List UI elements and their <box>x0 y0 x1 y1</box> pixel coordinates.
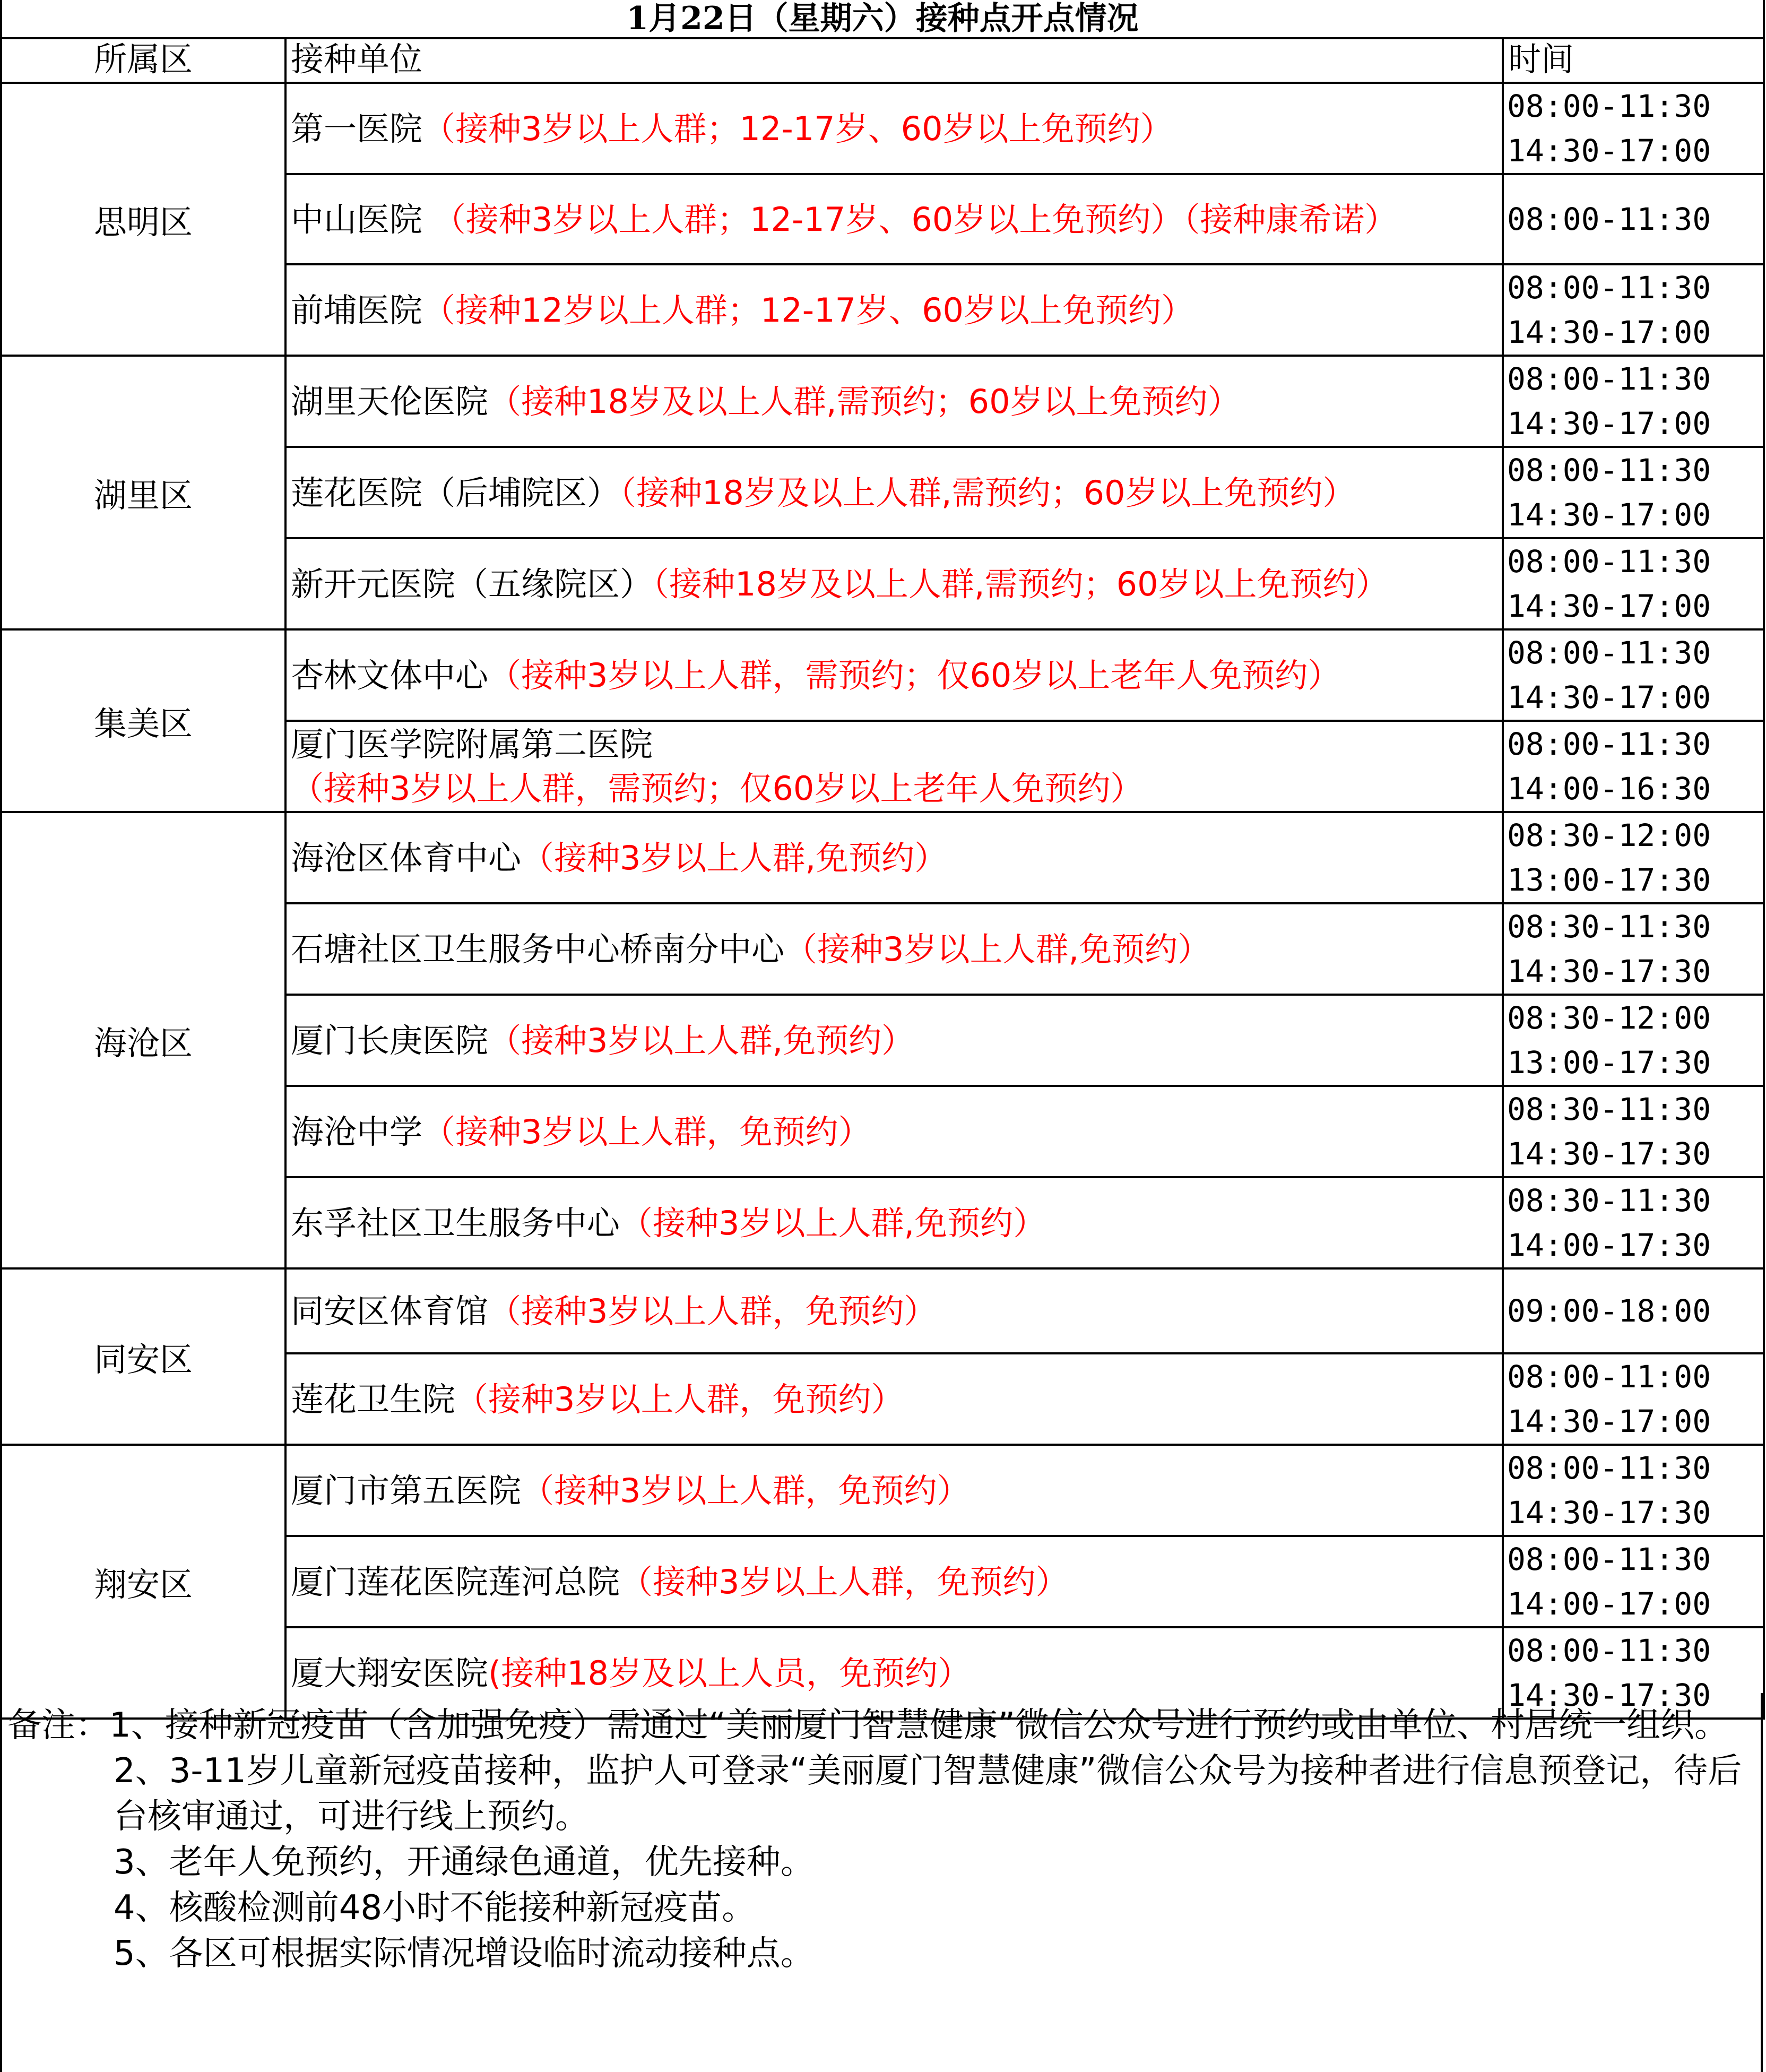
time-slot: 14:30-17:00 <box>1507 679 1711 715</box>
site-note: （接种3岁以上人群,免预约） <box>521 838 948 877</box>
time-cell <box>1503 538 1764 629</box>
site-cell <box>285 356 1503 447</box>
site-cell <box>285 629 1503 721</box>
site-name: 东孚社区卫生服务中心 <box>291 1203 620 1242</box>
time-cell <box>1503 447 1764 538</box>
time-slot: 13:00-17:30 <box>1507 862 1711 898</box>
header-site: 接种单位 <box>285 38 1503 83</box>
time-slot: 09:00-18:00 <box>1507 1293 1711 1329</box>
time-slot: 14:30-17:00 <box>1507 588 1711 624</box>
district-cell: 集美区 <box>1 629 285 812</box>
table-row <box>1 1268 1764 1353</box>
time-slot: 08:00-11:30 <box>1507 1541 1711 1577</box>
time-slot: 13:00-17:30 <box>1507 1044 1711 1081</box>
site-note: （接种12岁以上人群；12-17岁、60岁以上免预约） <box>422 290 1194 330</box>
site-name: 海沧中学 <box>291 1112 423 1151</box>
time-slot: 14:00-16:30 <box>1507 771 1711 807</box>
site-name: 第一医院 <box>291 109 423 148</box>
time-slot: 08:00-11:30 <box>1507 201 1711 237</box>
site-note: （接种18岁及以上人群,需预约；60岁以上免预约） <box>653 564 1389 603</box>
remark-line: 备注：1、接种新冠疫苗（含加强免疫）需通过“美丽厦门智慧健康”微信公众号进行预约或由单位、村居统一组织。 <box>7 1706 1729 1745</box>
site-note: （接种18岁及以上人群,需预约；60岁以上免预约） <box>620 473 1356 512</box>
time-slot: 08:30-11:30 <box>1507 1091 1711 1127</box>
time-slot: 08:00-11:30 <box>1507 726 1711 762</box>
site-name: 厦门莲花医院莲河总院 <box>291 1562 620 1601</box>
time-slot: 14:30-17:30 <box>1507 1136 1711 1172</box>
district-cell: 海沧区 <box>1 812 285 1268</box>
time-slot: 08:00-11:30 <box>1507 88 1711 124</box>
time-slot: 08:00-11:30 <box>1507 635 1711 671</box>
time-slot: 14:30-17:30 <box>1507 1495 1711 1531</box>
time-slot: 08:30-12:00 <box>1507 1000 1711 1036</box>
site-note: （接种18岁及以上人群,需预约；60岁以上免预约） <box>488 382 1241 421</box>
time-slot: 14:30-17:00 <box>1507 405 1711 442</box>
time-cell <box>1503 1086 1764 1177</box>
time-cell <box>1503 356 1764 447</box>
time-slot: 14:30-17:30 <box>1507 1677 1711 1713</box>
site-note: （接种3岁以上人群，免预约） <box>455 1379 904 1419</box>
site-note: （接种3岁以上人群，需预约；仅60岁以上老年人免预约） <box>488 655 1341 695</box>
site-note: （接种3岁以上人群；12-17岁、60岁以上免预约）（接种康希诺） <box>432 200 1398 239</box>
site-note: （接种3岁以上人群；12-17岁、60岁以上免预约） <box>422 109 1173 148</box>
site-note: （接种3岁以上人群,免预约） <box>784 929 1211 969</box>
site-name: 湖里天伦医院 <box>291 382 489 421</box>
time-cell <box>1503 629 1764 721</box>
time-slot: 14:00-17:00 <box>1507 1586 1711 1622</box>
time-slot: 08:30-11:30 <box>1507 909 1711 945</box>
site-name: 厦门医学院附属第二医院 <box>291 725 653 764</box>
site-name: 厦大翔安医院 <box>291 1653 489 1693</box>
site-name: 海沧区体育中心 <box>291 838 522 877</box>
time-cell <box>1503 1268 1764 1353</box>
header-district: 所属区 <box>1 38 285 83</box>
site-name: 莲花医院（后埔院区） <box>291 473 620 512</box>
site-cell <box>285 264 1503 356</box>
time-slot: 14:30-17:00 <box>1507 133 1711 169</box>
site-cell <box>285 812 1503 903</box>
time-cell <box>1503 264 1764 356</box>
time-slot: 14:30-17:00 <box>1507 497 1711 533</box>
site-note: （接种3岁以上人群，免预约） <box>620 1562 1069 1601</box>
time-slot: 14:30-17:00 <box>1507 1403 1711 1439</box>
site-name: 厦门市第五医院 <box>291 1471 522 1510</box>
time-cell <box>1503 995 1764 1086</box>
site-cell <box>285 1353 1503 1445</box>
header-time: 时间 <box>1503 38 1764 83</box>
time-slot: 08:00-11:30 <box>1507 270 1711 306</box>
table-row <box>1 812 1764 903</box>
time-slot: 08:00-11:30 <box>1507 1633 1711 1669</box>
time-cell <box>1503 174 1764 264</box>
time-slot: 08:00-11:30 <box>1507 1450 1711 1486</box>
time-cell <box>1503 1445 1764 1536</box>
site-note: （接种3岁以上人群，免预约） <box>521 1471 970 1510</box>
site-name: 莲花卫生院 <box>291 1379 456 1419</box>
header-row <box>1 38 1764 83</box>
site-name: 前埔医院 <box>291 290 423 330</box>
table-row <box>1 1445 1764 1536</box>
site-note: （接种3岁以上人群,免预约） <box>620 1203 1046 1242</box>
site-note: (接种18岁及以上人员，免预约） <box>488 1653 971 1693</box>
site-cell <box>285 538 1503 629</box>
table-row <box>1 356 1764 447</box>
site-name: 石塘社区卫生服务中心桥南分中心 <box>291 929 785 969</box>
remark-line: 5、各区可根据实际情况增设临时流动接种点。 <box>114 1934 815 1973</box>
site-cell <box>285 83 1503 174</box>
remark-line: 4、核酸检测前48小时不能接种新冠疫苗。 <box>114 1888 756 1928</box>
site-note: （接种3岁以上人群，免预约） <box>488 1291 937 1331</box>
time-slot: 08:00-11:30 <box>1507 543 1711 580</box>
district-cell: 翔安区 <box>1 1445 285 1719</box>
time-cell <box>1503 1353 1764 1445</box>
time-cell <box>1503 903 1764 995</box>
site-cell <box>285 1536 1503 1627</box>
site-cell <box>285 1268 1503 1353</box>
site-cell <box>285 721 1503 812</box>
site-name: 厦门长庚医院 <box>291 1021 489 1060</box>
site-note: （接种3岁以上人群,免预约） <box>488 1021 915 1060</box>
time-slot: 08:00-11:00 <box>1507 1359 1711 1395</box>
time-slot: 08:00-11:30 <box>1507 361 1711 397</box>
table-row <box>1 83 1764 174</box>
remarks-section <box>0 1693 1763 2072</box>
table-title: 1月22日（星期六）接种点开点情况 <box>1 0 1764 38</box>
site-cell <box>285 903 1503 995</box>
time-slot: 08:00-11:30 <box>1507 452 1711 488</box>
site-cell <box>285 1445 1503 1536</box>
time-cell <box>1503 721 1764 812</box>
table-row <box>1 629 1764 721</box>
time-cell <box>1503 1177 1764 1268</box>
time-slot: 14:30-17:00 <box>1507 314 1711 350</box>
time-slot: 14:00-17:30 <box>1507 1227 1711 1263</box>
site-cell <box>285 1086 1503 1177</box>
site-cell <box>285 174 1503 264</box>
site-name: 中山医院 <box>291 200 433 239</box>
site-cell <box>285 447 1503 538</box>
remark-line: 3、老年人免预约，开通绿色通道，优先接种。 <box>114 1843 815 1882</box>
remark-line: 2、3-11岁儿童新冠疫苗接种，监护人可登录“美丽厦门智慧健康”微信公众号为接种者进行信息预登记，待后台核审通过，可进行线上预约。 <box>114 1751 1742 1836</box>
site-cell <box>285 1177 1503 1268</box>
time-slot: 14:30-17:30 <box>1507 953 1711 989</box>
site-cell <box>285 995 1503 1086</box>
site-name: 新开元医院（五缘院区） <box>291 564 653 603</box>
site-name: 同安区体育馆 <box>291 1291 489 1331</box>
time-slot: 08:30-12:00 <box>1507 817 1711 853</box>
district-cell: 湖里区 <box>1 356 285 629</box>
site-note: （接种3岁以上人群，需预约；仅60岁以上老年人免预约） <box>291 769 1144 808</box>
district-cell: 同安区 <box>1 1268 285 1445</box>
time-cell <box>1503 83 1764 174</box>
time-cell <box>1503 812 1764 903</box>
site-note: （接种3岁以上人群，免预约） <box>422 1112 871 1151</box>
site-name: 杏林文体中心 <box>291 655 489 695</box>
district-cell: 思明区 <box>1 83 285 356</box>
time-slot: 08:30-11:30 <box>1507 1182 1711 1219</box>
time-cell <box>1503 1536 1764 1627</box>
